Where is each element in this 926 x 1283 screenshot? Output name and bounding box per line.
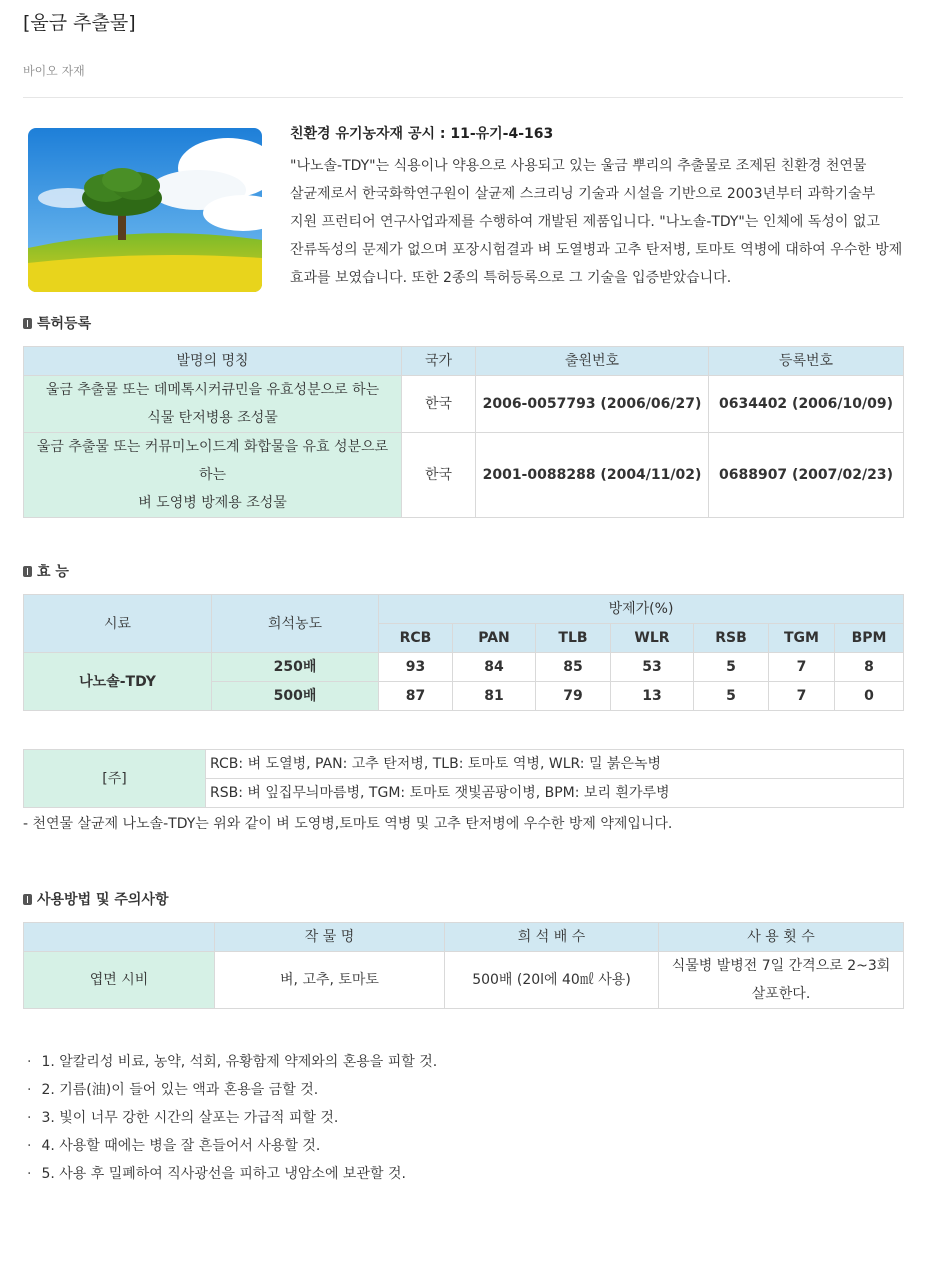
usage-section-title: 사용방법 및 주의사항 [23, 889, 168, 909]
col-header-rsb: RSB [694, 624, 769, 653]
certification-heading: 친환경 유기농자재 공시 : 11-유기-4-163 [290, 126, 554, 142]
col-header-country: 국가 [402, 347, 476, 376]
col-header-method [24, 923, 215, 952]
table-row [24, 952, 904, 1009]
registration-number-cell: 0634402 (2006/10/09) [709, 376, 904, 433]
col-header-tgm: TGM [769, 624, 835, 653]
col-header-rcb: RCB [379, 624, 453, 653]
col-header-bpm: BPM [835, 624, 904, 653]
efficacy-table [23, 594, 904, 711]
value-cell: 5 [694, 653, 769, 682]
col-header-pan: PAN [453, 624, 536, 653]
notes-label-cell: [주] [24, 750, 206, 808]
table-row [24, 750, 904, 779]
value-cell: 79 [536, 682, 611, 711]
col-header-crop: 작 물 명 [215, 923, 445, 952]
col-header-invention: 발명의 명칭 [24, 347, 402, 376]
col-header-frequency: 사 용 횟 수 [659, 923, 904, 952]
list-item: · 2. 기름(油)이 들어 있는 액과 혼용을 금할 것. [23, 1076, 437, 1104]
caution-list [23, 1048, 437, 1188]
col-header-registration: 등록번호 [709, 347, 904, 376]
dilution-cell: 250배 [212, 653, 379, 682]
application-number-cell: 2001-0088288 (2004/11/02) [476, 433, 709, 518]
value-cell: 7 [769, 653, 835, 682]
col-header-dilution-ratio: 희 석 배 수 [445, 923, 659, 952]
value-cell: 84 [453, 653, 536, 682]
col-header-control-value: 방제가(%) [379, 595, 904, 624]
list-item: · 5. 사용 후 밀폐하여 직사광선을 피하고 냉암소에 보관할 것. [23, 1160, 437, 1188]
table-row [24, 433, 904, 518]
value-cell: 7 [769, 682, 835, 711]
application-number-cell: 2006-0057793 (2006/06/27) [476, 376, 709, 433]
tree-landscape-photo [28, 128, 262, 292]
col-header-sample: 시료 [24, 595, 212, 653]
list-item: · 4. 사용할 때에는 병을 잘 흔들어서 사용할 것. [23, 1132, 437, 1160]
crops-cell: 벼, 고추, 토마토 [215, 952, 445, 1009]
dilution-cell: 500배 [212, 682, 379, 711]
efficacy-summary: - 천연물 살균제 나노솔-TDY는 위와 같이 벼 도영병,토마토 역병 및 고추 탄저병에 우수한 방제 약제입니다. [23, 816, 673, 832]
value-cell: 93 [379, 653, 453, 682]
table-header-row [24, 347, 904, 376]
abbreviation-line: RSB: 벼 잎집무늬마름병, TGM: 토마토 잿빛곰팡이병, BPM: 보리 흰가루병 [206, 779, 904, 808]
category-label: 바이오 자재 [23, 64, 85, 78]
value-cell: 87 [379, 682, 453, 711]
dilution-ratio-cell: 500배 (20l에 40㎖ 사용) [445, 952, 659, 1009]
section-bullet-icon [23, 318, 32, 329]
method-cell: 엽면 시비 [24, 952, 215, 1009]
list-item: · 3. 빛이 너무 강한 시간의 살포는 가급적 피할 것. [23, 1104, 437, 1132]
table-header-row [24, 923, 904, 952]
efficacy-section-title: 효 능 [23, 561, 69, 581]
col-header-dilution: 희석농도 [212, 595, 379, 653]
intro-description: "나노솔-TDY"는 식용이나 약용으로 사용되고 있는 울금 뿌리의 추출물로 조제된 친환경 천연물 살균제로서 한국화학연구원이 살균제 스크리닝 기술과 시설을 기반으로 2003년부터 과학기술부 지원 프런티어 연구사업과제를 수행하여 개발된 제품입니다. "나노솔-TDY"는 인체에 독성이 없고 잔류독성의 문제가 없으며 포장시험결과 벼 도열병과 고추 탄저병, 토마토 역병에 대하여 우수한 방제 효과를 보였습니다. 또한 2종의 특허등록으로 그 기술을 입증받았습니다. [290, 158, 903, 286]
country-cell: 한국 [402, 376, 476, 433]
section-bullet-icon [23, 894, 32, 905]
country-cell: 한국 [402, 433, 476, 518]
intro-block [290, 124, 903, 292]
col-header-tlb: TLB [536, 624, 611, 653]
table-row [24, 653, 904, 682]
page-title: [울금 추출물] [23, 12, 136, 34]
value-cell: 85 [536, 653, 611, 682]
value-cell: 0 [835, 682, 904, 711]
value-cell: 5 [694, 682, 769, 711]
invention-name-cell: 울금 추출물 또는 커뮤미노이드계 화합물을 유효 성분으로 하는 벼 도영병 방제용 조성물 [24, 433, 402, 518]
value-cell: 53 [611, 653, 694, 682]
list-item: · 1. 알칼리성 비료, 농약, 석회, 유황함제 약제와의 혼용을 피할 것. [23, 1048, 437, 1076]
col-header-wlr: WLR [611, 624, 694, 653]
header-divider [23, 97, 903, 98]
table-header-row [24, 595, 904, 624]
patent-section-title: 특허등록 [23, 313, 91, 333]
col-header-application: 출원번호 [476, 347, 709, 376]
invention-name-cell: 울금 추출물 또는 데메톡시커큐민을 유효성분으로 하는 식물 탄저병용 조성물 [24, 376, 402, 433]
table-row [24, 376, 904, 433]
sample-name-cell: 나노솔-TDY [24, 653, 212, 711]
registration-number-cell: 0688907 (2007/02/23) [709, 433, 904, 518]
value-cell: 8 [835, 653, 904, 682]
usage-table [23, 922, 904, 1009]
frequency-cell: 식물병 발병전 7일 간격으로 2~3회 살포한다. [659, 952, 904, 1009]
value-cell: 13 [611, 682, 694, 711]
value-cell: 81 [453, 682, 536, 711]
abbreviation-line: RCB: 벼 도열병, PAN: 고추 탄저병, TLB: 토마토 역병, WLR: 밀 붉은녹병 [206, 750, 904, 779]
section-bullet-icon [23, 566, 32, 577]
abbreviation-notes-table [23, 749, 904, 808]
patent-table [23, 346, 904, 518]
